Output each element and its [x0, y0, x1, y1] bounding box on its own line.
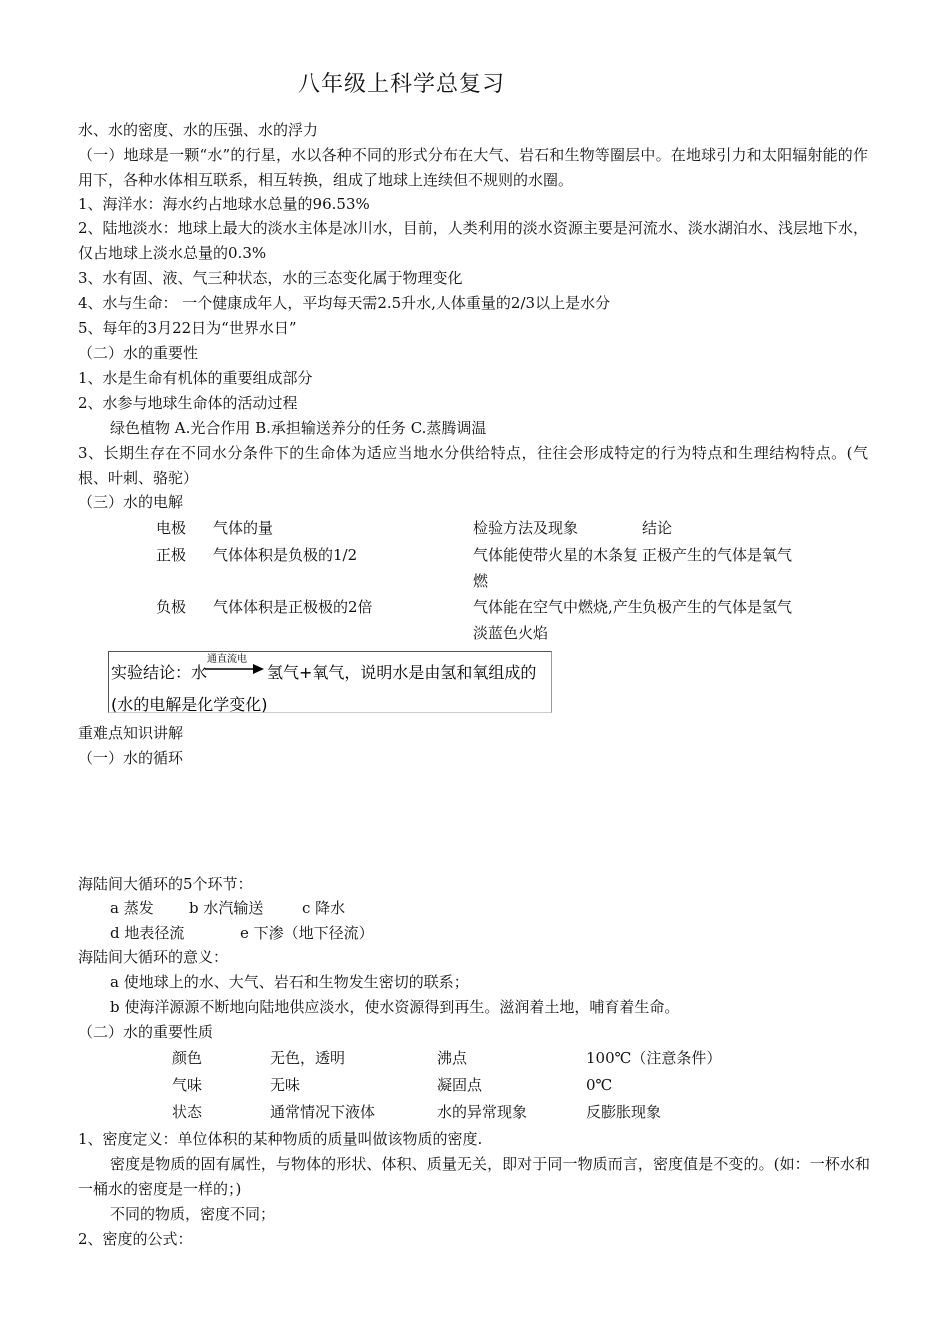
page-title: 八年级上科学总复习 — [298, 72, 506, 97]
item-ocean-water: 1、海洋水：海水约占地球水总量的96.53% — [78, 195, 370, 213]
cycle-step: e 下渗（地下径流） — [240, 924, 374, 942]
table-cell: 0℃ — [586, 1076, 613, 1094]
table-cell: 气体体积是正极极的2倍 — [213, 598, 373, 616]
heading-key-points: 重难点知识讲解 — [78, 724, 184, 742]
table-cell: 正极 — [156, 546, 187, 564]
item-importance-2: 2、水参与地球生命体的活动过程 — [78, 394, 298, 412]
table-header: 结论 — [642, 519, 673, 537]
item-green-plants: 绿色植物 A.光合作用 B.承担输送养分的任务 C.蒸腾调温 — [110, 419, 487, 437]
table-cell: 气体能在空气中燃烧,产生淡蓝色火焰 — [473, 598, 643, 642]
conclusion-note: (水的电解是化学变化) — [111, 695, 268, 714]
item-three-states: 3、水有固、液、气三种状态，水的三态变化属于物理变化 — [78, 269, 463, 287]
experiment-conclusion-box — [108, 651, 552, 713]
paragraph-freshwater: 2、陆地淡水：地球上最大的淡水主体是冰川水，目前，人类利用的淡水资源主要是河流水、淡水湖泊水、浅层地下水，仅占地球上淡水总量的0.3% — [78, 219, 868, 262]
density-explanation: 密度是物质的固有属性，与物体的形状、体积、质量无关，即对于同一物质而言，密度值是不变的。(如：一杯水和一桶水的密度是一样的；) — [78, 1155, 870, 1198]
cycle-steps-heading: 海陆间大循环的5个环节： — [78, 875, 253, 893]
heading-electrolysis: （三）水的电解 — [78, 493, 184, 511]
table-header: 气体的量 — [213, 519, 274, 537]
table-cell: 通常情况下液体 — [270, 1103, 376, 1121]
heading-importance: （二）水的重要性 — [78, 344, 199, 362]
heading-water-properties: （二）水的重要性质 — [78, 1023, 214, 1041]
table-cell: 状态 — [172, 1103, 203, 1121]
table-cell: 无味 — [270, 1076, 301, 1094]
cycle-step: b 水汽输送 — [189, 899, 264, 917]
reaction-arrow-icon — [203, 663, 265, 675]
table-cell: 气体能使带火星的木条复燃 — [473, 546, 639, 590]
table-cell: 负极 — [156, 598, 187, 616]
cycle-step: d 地表径流 — [110, 924, 185, 942]
table-cell: 气味 — [172, 1076, 203, 1094]
table-cell: 负极产生的气体是氢气 — [642, 598, 793, 616]
cycle-step: c 降水 — [302, 899, 346, 917]
conclusion-text-left: 实验结论：水 — [111, 663, 208, 682]
table-cell: 水的异常现象 — [437, 1103, 528, 1121]
table-cell: 颜色 — [172, 1049, 203, 1067]
table-cell: 正极产生的气体是氧气 — [642, 546, 793, 564]
item-importance-1: 1、水是生命有机体的重要组成部分 — [78, 369, 313, 387]
density-definition: 1、密度定义：单位体积的某种物质的质量叫做该物质的密度. — [78, 1130, 483, 1148]
cycle-significance-b: b 使海洋源源不断地向陆地供应淡水，使水资源得到再生。滋润着土地，哺育着生命。 — [110, 998, 680, 1016]
table-header: 检验方法及现象 — [473, 519, 579, 537]
table-cell: 气体体积是负极的1/2 — [213, 546, 358, 564]
table-cell: 凝固点 — [437, 1076, 483, 1094]
cycle-significance-heading: 海陆间大循环的意义： — [78, 948, 229, 966]
density-different: 不同的物质，密度不同； — [110, 1205, 276, 1223]
cycle-step: a 蒸发 — [110, 899, 154, 917]
density-formula-heading: 2、密度的公式： — [78, 1230, 193, 1248]
item-world-water-day: 5、每年的3月22日为“世界水日” — [78, 319, 297, 337]
paragraph-adaptation: 3、长期生存在不同水分条件下的生命体为适应当地水分供给特点，往往会形成特定的行为特点和生理结构特点。(气根、叶刺、骆驼） — [78, 444, 868, 487]
table-cell: 反膨胀现象 — [586, 1103, 662, 1121]
heading-water-cycle: （一）水的循环 — [78, 749, 184, 767]
cycle-significance-a: a 使地球上的水、大气、岩石和生物发生密切的联系； — [110, 973, 469, 991]
conclusion-text-right: 氢气+氧气，说明水是由氢和氧组成的 — [267, 663, 537, 682]
table-cell: 无色，透明 — [270, 1049, 346, 1067]
item-water-and-life: 4、水与生命： 一个健康成年人，平均每天需2.5升水,人体重量的2/3以上是水分 — [78, 294, 611, 312]
table-header: 电极 — [156, 519, 187, 537]
section-heading-water: 水、水的密度、水的压强、水的浮力 — [78, 121, 319, 139]
table-cell: 沸点 — [437, 1049, 468, 1067]
paragraph-hydrosphere: （一）地球是一颗“水”的行星，水以各种不同的形式分布在大气、岩石和生物等圈层中。在地球引力和太阳辐射能的作用下，各种水体相互联系，相互转换，组成了地球上连续但不规则的水圈。 — [78, 146, 868, 189]
table-cell: 100℃（注意条件） — [586, 1049, 722, 1067]
arrow-condition-label: 通直流电 — [207, 654, 247, 665]
